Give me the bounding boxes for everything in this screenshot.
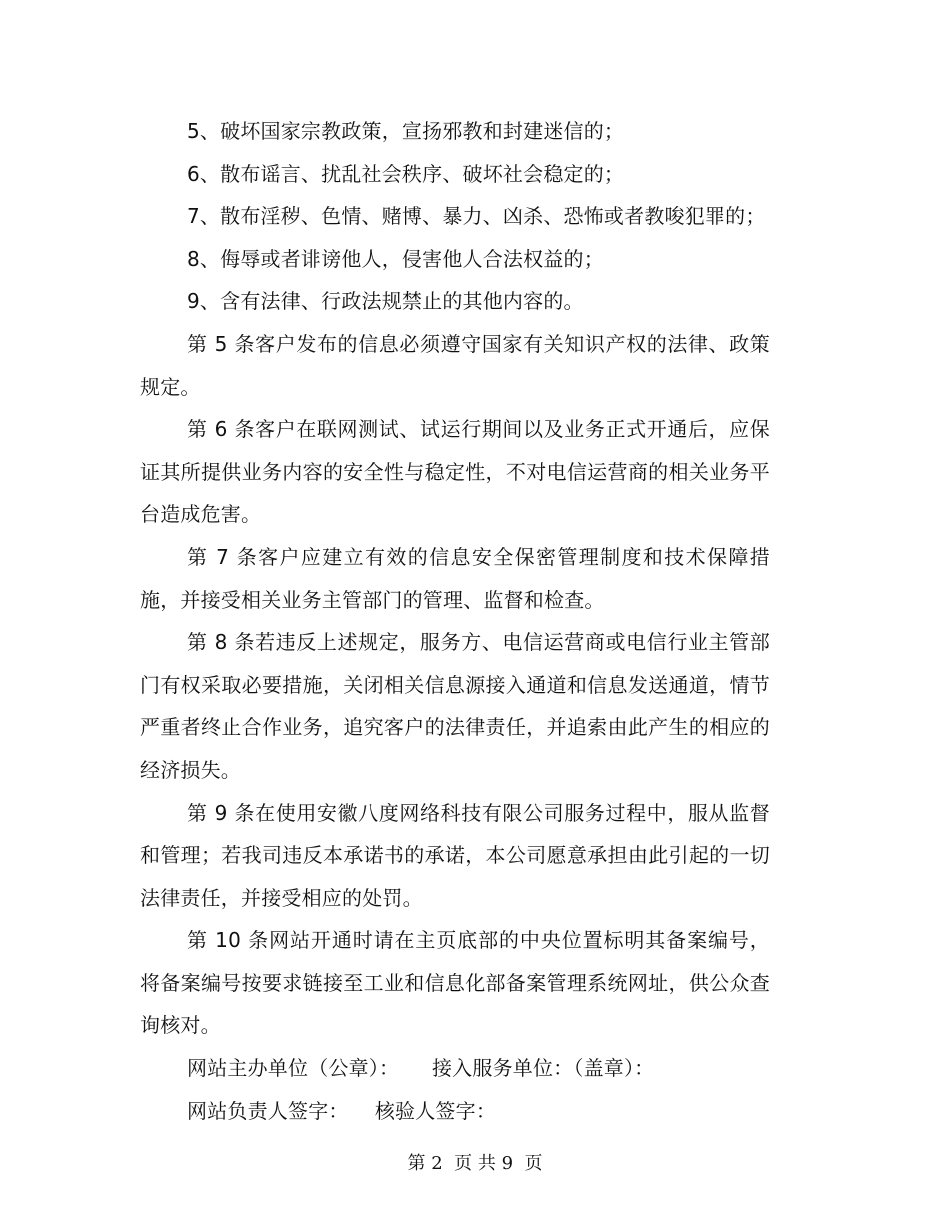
- prohibited-item-7: 7、散布淫秽、色情、赌博、暴力、凶杀、恐怖或者教唆犯罪的；: [187, 204, 766, 229]
- article-9: 第 9 条在使用安徽八度网络科技有限公司服务过程中，服从监督和管理；若我司违反本承诺书的承诺，本公司愿意承担由此引起的一切法律责任，并接受相应的处罚。: [140, 800, 770, 910]
- signature-line-responsible: 网站负责人签字： 核验人签字：: [187, 1098, 497, 1123]
- article-10: 第 10 条网站开通时请在主页底部的中央位置标明其备案编号，将备案编号按要求链接至工业和信息化部备案管理系统网址，供公众查询核对。: [140, 928, 770, 1038]
- article-8: 第 8 条若违反上述规定，服务方、电信运营商或电信行业主管部门有权采取必要措施，关闭相关信息源接入通道和信息发送通道，情节严重者终止合作业务，追究客户的法律责任，并追索由此产生的相应的经济损失。: [140, 630, 770, 782]
- article-5: 第 5 条客户发布的信息必须遵守国家有关知识产权的法律、政策规定。: [140, 331, 770, 399]
- signature-line-organizer: 网站主办单位（公章）： 接入服务单位：（盖章）：: [187, 1056, 655, 1081]
- document-body: [140, 110, 770, 1132]
- prohibited-item-5: 5、破坏国家宗教政策，宣扬邪教和封建迷信的；: [187, 119, 625, 143]
- article-6: 第 6 条客户在联网测试、试运行期间以及业务正式开通后，应保证其所提供业务内容的安全性与稳定性，不对电信运营商的相关业务平台造成危害。: [140, 417, 770, 527]
- page-number: 第 2 页 共 9 页: [407, 1153, 543, 1174]
- prohibited-item-8: 8、侮辱或者诽谤他人，侵害他人合法权益的；: [187, 246, 604, 271]
- prohibited-item-9: 9、含有法律、行政法规禁止的其他内容的。: [187, 289, 584, 314]
- article-7: 第 7 条客户应建立有效的信息安全保密管理制度和技术保障措施，并接受相关业务主管部门的管理、监督和检查。: [140, 544, 770, 612]
- prohibited-item-6: 6、散布谣言、扰乱社会秩序、破坏社会稳定的；: [187, 161, 625, 186]
